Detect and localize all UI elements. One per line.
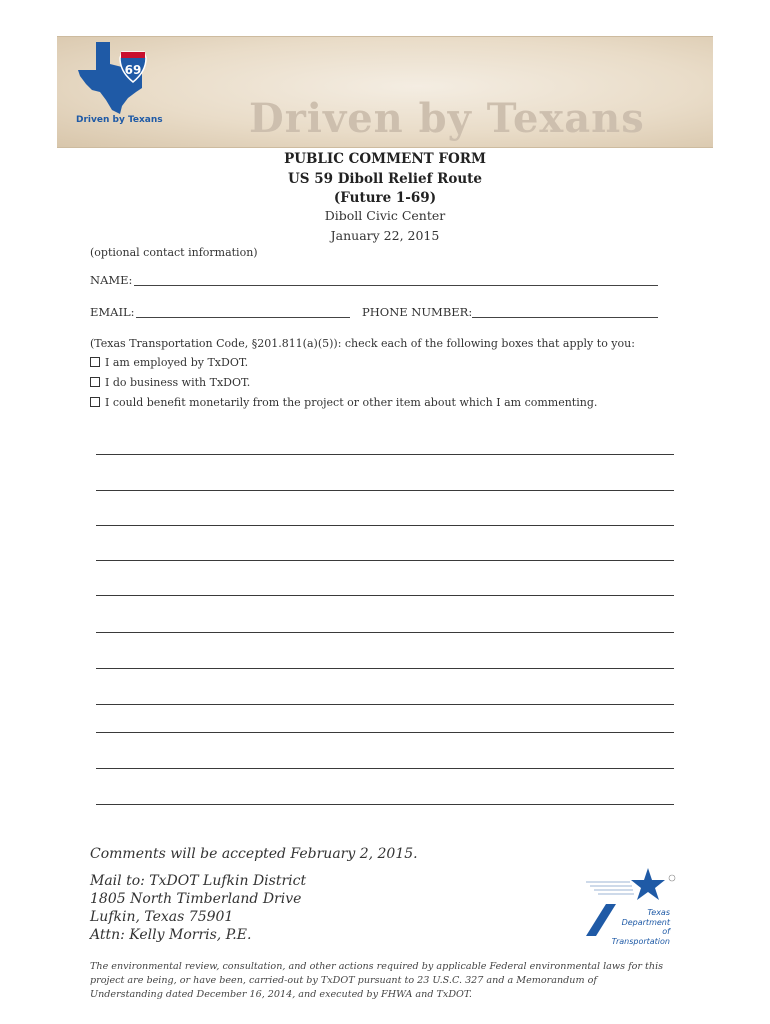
mail-city-line: Lufkin, Texas 75901 — [90, 909, 234, 925]
txdot-logo-text — [604, 908, 670, 946]
comment-line[interactable] — [96, 632, 674, 633]
checkbox-label-employed: I am employed by TxDOT. — [105, 356, 249, 369]
meeting-venue: Diboll Civic Center — [324, 208, 446, 223]
mail-to-line: Mail to: TxDOT Lufkin District — [90, 873, 307, 889]
checkbox-row-benefit[interactable] — [90, 396, 597, 409]
checkbox-employed[interactable] — [90, 357, 100, 367]
email-label: EMAIL: — [90, 305, 135, 319]
logo-caption: Driven by Texans — [76, 115, 163, 125]
comment-line[interactable] — [96, 454, 674, 455]
comment-line[interactable] — [96, 704, 674, 705]
comment-line[interactable] — [96, 732, 674, 733]
txdot-logo-line3: of Transportation — [611, 927, 670, 946]
project-subtitle: (Future 1-69) — [333, 190, 437, 206]
checkbox-row-employed[interactable] — [90, 356, 248, 369]
txdot-logo-line1: Texas — [647, 908, 670, 917]
phone-label: PHONE NUMBER: — [362, 305, 473, 319]
email-field[interactable] — [136, 317, 350, 318]
disclosure-intro: (Texas Transportation Code, §201.811(a)(5)): check each of the following boxes that apply to you: — [90, 337, 635, 350]
name-label: NAME: — [90, 273, 133, 287]
meeting-date: January 22, 2015 — [330, 228, 440, 243]
environmental-disclaimer: The environmental review, consultation, and other actions required by applicable Federal environmental laws for this project are being, or have been, carried-out by TxDOT pursuant to 23 U.S.C. 327 and a Memorandum of Understanding dated December 16, 2014, and executed by FHWA and TxDOT. — [90, 961, 664, 1000]
project-name: US 59 Diboll Relief Route — [288, 171, 482, 187]
comment-line[interactable] — [96, 490, 674, 491]
checkbox-label-benefit: I could benefit monetarily from the project or other item about which I am commenting. — [105, 396, 598, 409]
comment-line[interactable] — [96, 668, 674, 669]
checkbox-business[interactable] — [90, 377, 100, 387]
comment-line[interactable] — [96, 560, 674, 561]
phone-field[interactable] — [472, 317, 658, 318]
comment-line[interactable] — [96, 804, 674, 805]
checkbox-benefit[interactable] — [90, 397, 100, 407]
mail-attn-line: Attn: Kelly Morris, P.E. — [90, 927, 252, 943]
comment-line[interactable] — [96, 595, 674, 596]
txdot-logo-line2: Department — [621, 917, 670, 927]
checkbox-row-business[interactable] — [90, 376, 250, 389]
comment-line[interactable] — [96, 525, 674, 526]
comment-line[interactable] — [96, 768, 674, 769]
texas-i69-logo-icon — [76, 40, 156, 116]
shield-number: 69 — [124, 63, 142, 77]
form-title: PUBLIC COMMENT FORM — [284, 151, 486, 167]
banner-title: Driven by Texans — [249, 95, 645, 142]
checkbox-label-business: I do business with TxDOT. — [105, 376, 251, 389]
comment-deadline: Comments will be accepted February 2, 2015. — [90, 846, 418, 862]
mail-street-line: 1805 North Timberland Drive — [90, 891, 302, 907]
name-field[interactable] — [134, 285, 658, 286]
optional-contact-note: (optional contact information) — [90, 246, 258, 259]
